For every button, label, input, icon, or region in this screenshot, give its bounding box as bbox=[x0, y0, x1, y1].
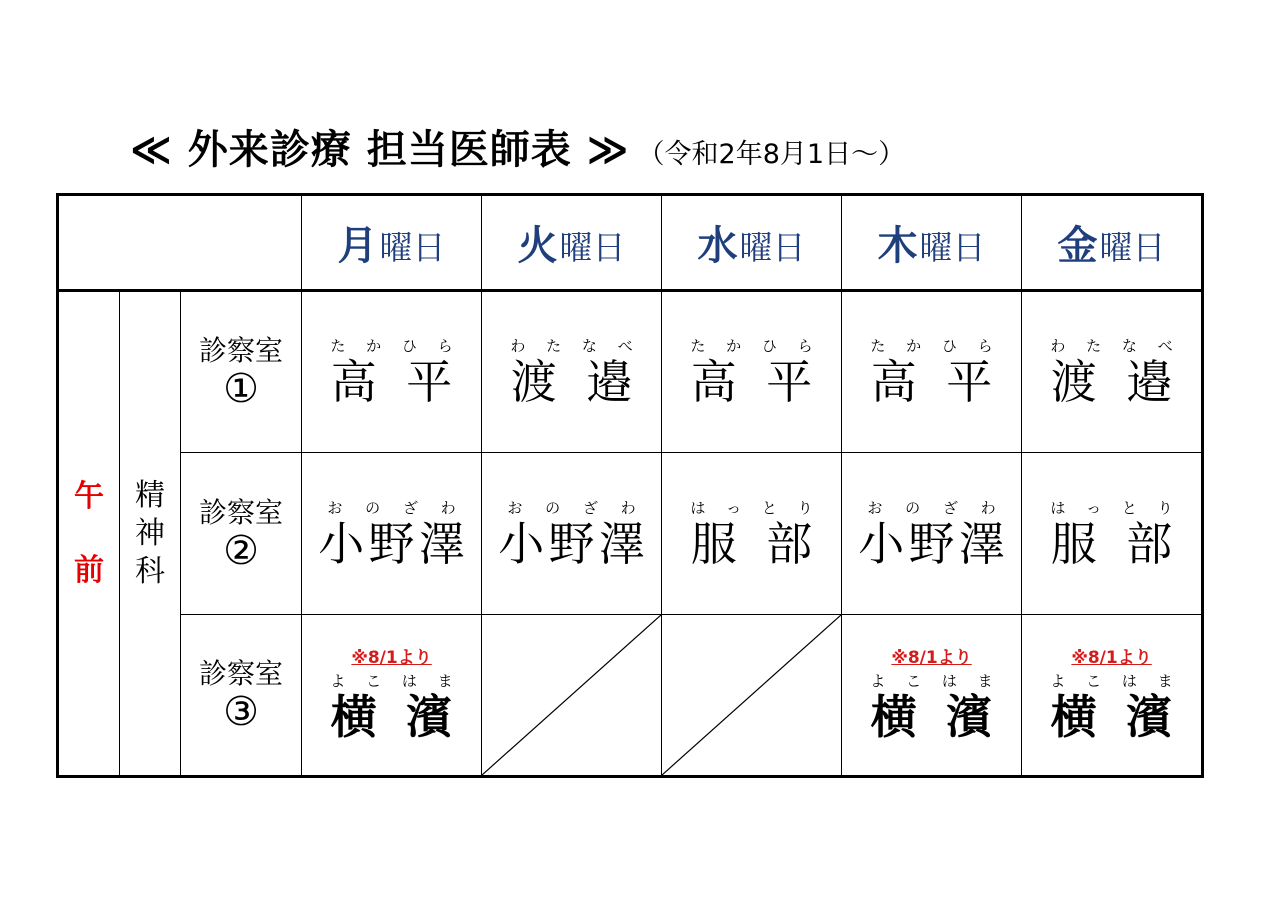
furigana-char: か bbox=[726, 337, 742, 355]
furigana-char: よ bbox=[870, 672, 886, 690]
start-date-note: ※8/1より bbox=[1071, 648, 1152, 668]
doctor-furigana bbox=[482, 499, 661, 517]
room-label: 診察室 bbox=[199, 495, 284, 529]
doctor-cell-mon bbox=[302, 615, 482, 777]
doctor-name bbox=[1022, 357, 1201, 407]
doctor-name-char: 横 bbox=[1050, 690, 1097, 744]
furigana-char: お bbox=[867, 498, 883, 517]
furigana-char: ま bbox=[977, 672, 993, 690]
schedule-body bbox=[58, 291, 1203, 777]
furigana-char: ま bbox=[437, 672, 453, 690]
room-label-cell-1 bbox=[181, 291, 302, 453]
furigana-char: お bbox=[327, 498, 343, 517]
furigana-char: の bbox=[905, 498, 921, 517]
doctor-name-char: 高 bbox=[690, 355, 737, 409]
day-kanji: 水 bbox=[697, 223, 738, 269]
doctor-name-char: 野 bbox=[548, 516, 595, 571]
doctor-name-char: 平 bbox=[946, 355, 993, 409]
doctor-name-char: 小 bbox=[318, 516, 365, 571]
doctor-cell-tue bbox=[482, 291, 662, 453]
doctor-name-char: 邉 bbox=[586, 355, 633, 409]
furigana-char: よ bbox=[330, 672, 346, 690]
doctor-name bbox=[482, 357, 661, 407]
doctor-name-char: 横 bbox=[330, 690, 377, 744]
day-header-tue bbox=[482, 195, 662, 291]
doctor-name-char: 服 bbox=[690, 516, 737, 571]
furigana-char: ま bbox=[1157, 672, 1173, 690]
furigana-char: は bbox=[941, 672, 957, 690]
doctor-cell-thu bbox=[842, 291, 1022, 453]
day-kanji: 火 bbox=[517, 223, 558, 269]
day-header-fri bbox=[1022, 195, 1203, 291]
room-row-2 bbox=[58, 453, 1203, 615]
furigana-char: は bbox=[1050, 498, 1066, 517]
doctor-furigana bbox=[662, 499, 841, 517]
doctor-cell-mon bbox=[302, 291, 482, 453]
title-subtitle: （令和2年8月1日～） bbox=[637, 139, 906, 170]
furigana-char: わ bbox=[1050, 337, 1066, 355]
furigana-char: か bbox=[906, 337, 922, 355]
doctor-name bbox=[302, 516, 481, 571]
furigana-char: と bbox=[1121, 498, 1137, 517]
doctor-name-char: 渡 bbox=[1050, 355, 1097, 409]
doctor-furigana bbox=[1022, 672, 1201, 690]
furigana-char: ひ bbox=[941, 337, 957, 355]
furigana-char: ら bbox=[437, 337, 453, 355]
doctor-furigana bbox=[482, 337, 661, 355]
furigana-char: こ bbox=[906, 672, 922, 690]
furigana-char: ざ bbox=[582, 498, 598, 517]
furigana-char: た bbox=[330, 337, 346, 355]
doctor-name-char: 部 bbox=[766, 516, 813, 571]
doctor-furigana bbox=[662, 337, 841, 355]
furigana-char: ら bbox=[797, 337, 813, 355]
doctor-name bbox=[842, 357, 1021, 407]
furigana-char: わ bbox=[510, 337, 526, 355]
department-char: 科 bbox=[135, 553, 165, 589]
doctor-name bbox=[1022, 516, 1201, 571]
furigana-char: わ bbox=[620, 498, 636, 517]
doctor-furigana bbox=[842, 337, 1021, 355]
doctor-name-char: 小 bbox=[498, 516, 545, 571]
day-header-wed bbox=[662, 195, 842, 291]
doctor-name-char: 服 bbox=[1050, 516, 1097, 571]
session-char: 前 bbox=[74, 552, 104, 588]
doctor-cell-wed bbox=[662, 453, 842, 615]
doctor-name-char: 澤 bbox=[958, 516, 1005, 571]
furigana-char: っ bbox=[726, 498, 742, 517]
doctor-name-char: 濱 bbox=[1126, 690, 1173, 744]
furigana-char: こ bbox=[366, 672, 382, 690]
furigana-char: の bbox=[545, 498, 561, 517]
furigana-char: ひ bbox=[761, 337, 777, 355]
furigana-char: り bbox=[797, 498, 813, 517]
doctor-name bbox=[662, 357, 841, 407]
doctor-cell-fri bbox=[1022, 453, 1203, 615]
day-suffix: 曜日 bbox=[1099, 228, 1166, 267]
day-kanji: 金 bbox=[1057, 223, 1098, 269]
day-kanji: 月 bbox=[337, 223, 378, 269]
doctor-name-char: 濱 bbox=[946, 690, 993, 744]
furigana-char: た bbox=[870, 337, 886, 355]
room-label: 診察室 bbox=[199, 657, 284, 690]
doctor-name-char: 野 bbox=[368, 516, 415, 571]
start-date-note: ※8/1より bbox=[351, 648, 432, 668]
day-suffix: 曜日 bbox=[919, 228, 986, 267]
doctor-furigana bbox=[302, 337, 481, 355]
furigana-char: た bbox=[1086, 337, 1102, 355]
day-suffix: 曜日 bbox=[559, 228, 626, 267]
diagonal-slash bbox=[482, 615, 661, 775]
doctor-name bbox=[842, 692, 1021, 742]
furigana-char: た bbox=[690, 337, 706, 355]
day-suffix: 曜日 bbox=[379, 228, 446, 267]
doctor-name-char: 渡 bbox=[510, 355, 557, 409]
room-row-1 bbox=[58, 291, 1203, 453]
doctor-furigana bbox=[842, 499, 1021, 517]
doctor-name bbox=[302, 692, 481, 742]
furigana-char: ざ bbox=[942, 498, 958, 517]
furigana-char: ざ bbox=[402, 498, 418, 517]
doctor-cell-mon bbox=[302, 453, 482, 615]
furigana-char: ら bbox=[977, 337, 993, 355]
doctor-name-char: 平 bbox=[406, 355, 453, 409]
doctor-furigana bbox=[1022, 499, 1201, 517]
session-cell bbox=[58, 291, 120, 777]
room-number: ③ bbox=[223, 689, 259, 735]
furigana-char: と bbox=[761, 498, 777, 517]
doctor-cell-fri bbox=[1022, 615, 1203, 777]
diagonal-slash bbox=[662, 615, 841, 775]
furigana-char: わ bbox=[980, 498, 996, 517]
room-label: 診察室 bbox=[199, 334, 284, 367]
room-label-cell-3 bbox=[181, 615, 302, 777]
furigana-char: ひ bbox=[401, 337, 417, 355]
day-suffix: 曜日 bbox=[739, 228, 806, 267]
room-label-cell-2 bbox=[181, 453, 302, 615]
doctor-furigana bbox=[1022, 337, 1201, 355]
room-number: ② bbox=[223, 527, 259, 574]
furigana-char: っ bbox=[1086, 498, 1102, 517]
doctor-cell-tue bbox=[482, 453, 662, 615]
furigana-char: は bbox=[401, 672, 417, 690]
empty-slot-tue bbox=[482, 615, 662, 777]
furigana-char: べ bbox=[1157, 337, 1173, 355]
start-date-note: ※8/1より bbox=[891, 648, 972, 668]
day-kanji: 木 bbox=[877, 223, 918, 269]
day-header-mon bbox=[302, 195, 482, 291]
doctor-name-char: 部 bbox=[1126, 516, 1173, 571]
doctor-name-char: 濱 bbox=[406, 690, 453, 744]
doctor-cell-thu bbox=[842, 453, 1022, 615]
header-row bbox=[58, 195, 1203, 291]
doctor-name bbox=[482, 516, 661, 571]
doctor-name bbox=[662, 516, 841, 571]
doctor-name bbox=[302, 357, 481, 407]
doctor-furigana bbox=[302, 672, 481, 690]
doctor-name-char: 小 bbox=[858, 516, 905, 571]
schedule-table bbox=[56, 193, 1204, 778]
header-corner-cell bbox=[58, 195, 302, 291]
page-title bbox=[130, 118, 905, 175]
furigana-char: の bbox=[365, 498, 381, 517]
furigana-char: よ bbox=[1050, 672, 1066, 690]
day-header-thu bbox=[842, 195, 1022, 291]
furigana-char: は bbox=[1121, 672, 1137, 690]
department-char: 精 bbox=[135, 477, 165, 513]
furigana-char: べ bbox=[617, 337, 633, 355]
doctor-name bbox=[842, 516, 1021, 571]
doctor-name-char: 澤 bbox=[598, 516, 645, 571]
doctor-name-char: 邉 bbox=[1126, 355, 1173, 409]
furigana-char: は bbox=[690, 498, 706, 517]
doctor-name-char: 野 bbox=[908, 516, 955, 571]
empty-slot-wed bbox=[662, 615, 842, 777]
doctor-cell-thu bbox=[842, 615, 1022, 777]
furigana-char: り bbox=[1157, 498, 1173, 517]
furigana-char: こ bbox=[1086, 672, 1102, 690]
furigana-char: わ bbox=[440, 498, 456, 517]
room-number: ① bbox=[223, 366, 259, 412]
doctor-name-char: 高 bbox=[330, 355, 377, 409]
doctor-name-char: 高 bbox=[870, 355, 917, 409]
doctor-cell-fri bbox=[1022, 291, 1203, 453]
title-main: ≪ 外来診療 担当医師表 ≫ bbox=[130, 127, 630, 173]
doctor-name-char: 平 bbox=[766, 355, 813, 409]
doctor-furigana bbox=[842, 672, 1021, 690]
doctor-name-char: 横 bbox=[870, 690, 917, 744]
department-cell bbox=[120, 291, 181, 777]
doctor-cell-wed bbox=[662, 291, 842, 453]
furigana-char: な bbox=[581, 337, 597, 355]
doctor-name-char: 澤 bbox=[418, 516, 465, 571]
furigana-char: か bbox=[366, 337, 382, 355]
doctor-name bbox=[1022, 692, 1201, 742]
furigana-char: お bbox=[507, 498, 523, 517]
furigana-char: た bbox=[546, 337, 562, 355]
department-char: 神 bbox=[135, 515, 165, 551]
session-char: 午 bbox=[74, 478, 104, 514]
doctor-furigana bbox=[302, 499, 481, 517]
room-row-3 bbox=[58, 615, 1203, 777]
furigana-char: な bbox=[1121, 337, 1137, 355]
